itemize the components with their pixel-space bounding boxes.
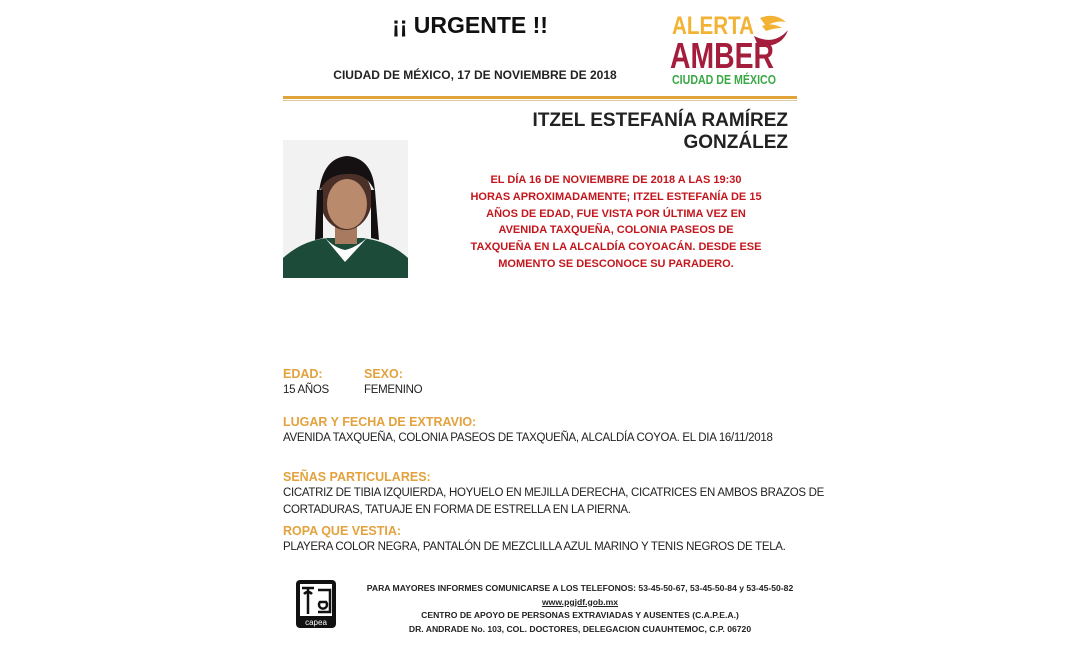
alerta-amber-logo — [668, 10, 792, 88]
sex-value: FEMENINO — [364, 384, 423, 396]
divider — [283, 96, 797, 99]
svg-text:ALERTA: ALERTA — [672, 12, 754, 40]
place-value: AVENIDA TAXQUEÑA, COLONIA PASEOS DE TAXQUEÑA, ALCALDÍA COYOA. EL DIA 16/11/2018 — [283, 432, 773, 444]
sex-label: SEXO: — [364, 367, 403, 381]
svg-text:AMBER: AMBER — [670, 35, 774, 76]
clothes-label: ROPA QUE VESTIA: — [283, 524, 402, 538]
divider — [283, 100, 797, 101]
person-photo — [283, 140, 408, 278]
age-value: 15 AÑOS — [283, 384, 329, 396]
footer-phones: PARA MAYORES INFORMES COMUNICARSE A LOS TELEFONOS: 53-45-50-67, 53-45-50-84 y 53-45-50-82 — [366, 583, 794, 593]
marks-value-line1: CICATRIZ DE TIBIA IZQUIERDA, HOYUELO EN MEJILLA DERECHA, CICATRICES EN AMBOS BRAZOS DE — [283, 487, 825, 499]
svg-text:capea: capea — [305, 618, 327, 627]
place-label: LUGAR Y FECHA DE EXTRAVIO: — [283, 415, 477, 429]
svg-text:CIUDAD DE MÉXICO: CIUDAD DE MÉXICO — [672, 72, 776, 87]
marks-value-line2: CORTADURAS, TATUAJE EN FORMA DE ESTRELLA EN LA PIERNA. — [283, 504, 631, 516]
footer-url-link[interactable]: www.pgjdf.gob.mx — [541, 596, 619, 607]
capea-logo — [296, 580, 336, 628]
clothes-value: PLAYERA COLOR NEGRA, PANTALÓN DE MEZCLILLA AZUL MARINO Y TENIS NEGROS DE TELA. — [283, 541, 786, 553]
footer-contact — [360, 582, 800, 636]
marks-label: SEÑAS PARTICULARES: — [283, 470, 431, 484]
disappearance-description: EL DÍA 16 DE NOVIEMBRE DE 2018 A LAS 19:30 HORAS APROXIMADAMENTE; ITZEL ESTEFANÍA DE 15 AÑOS DE EDAD, FUE VISTA POR ÚLTIMA VEZ EN AVENIDA TAXQUEÑA, COLONIA PASEOS DE TAXQUEÑA EN LA ALCALDÍA COYOACÁN. DESDE ESE MOMENTO SE DESCONOCE SU PARADERO. — [470, 174, 762, 270]
footer-organization: CENTRO DE APOYO DE PERSONAS EXTRAVIADAS Y AUSENTES (C.A.P.E.A.) — [421, 610, 739, 620]
date-line: CIUDAD DE MÉXICO, 17 DE NOVIEMBRE DE 2018 — [333, 68, 617, 82]
person-name: ITZEL ESTEFANÍA RAMÍREZ GONZÁLEZ — [532, 110, 788, 153]
footer-address: DR. ANDRADE No. 103, COL. DOCTORES, DELEGACION CUAUHTEMOC, C.P. 06720 — [408, 623, 752, 634]
urgent-heading: ¡¡ URGENTE !! — [392, 12, 548, 38]
age-label: EDAD: — [283, 367, 323, 381]
